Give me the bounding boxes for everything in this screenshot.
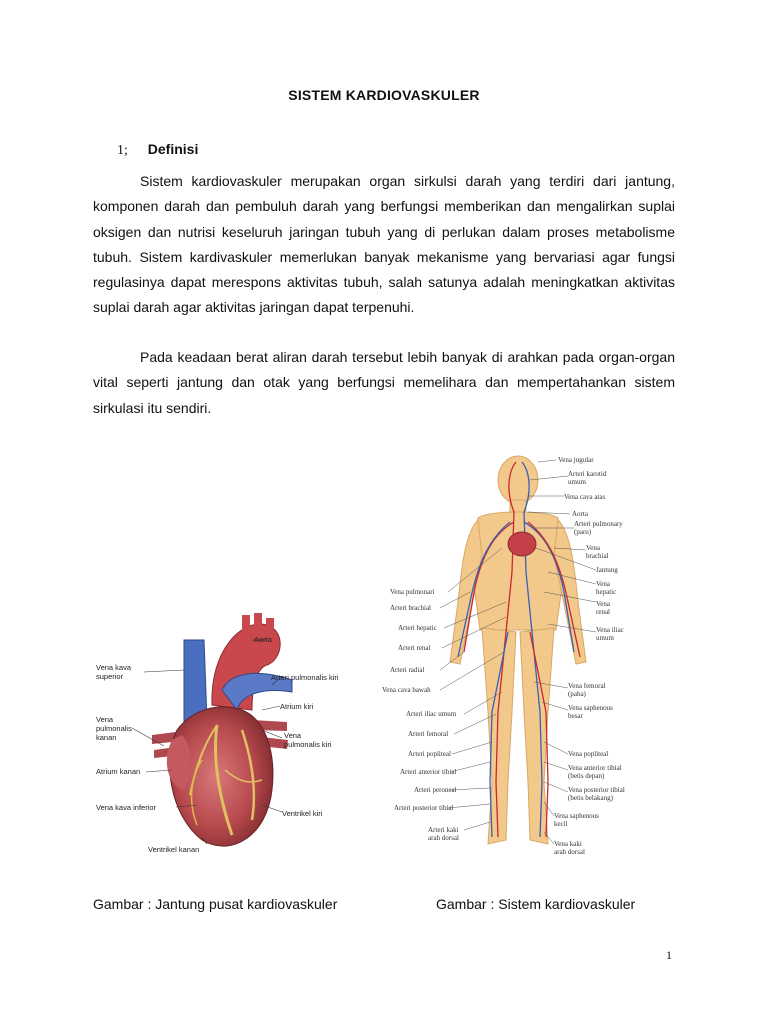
- paragraph-vital-organs: Pada keadaan berat aliran darah tersebut lebih banyak di arahkan pada organ-organ vital seperti jantung dan otak yang berfungsi memelihara dan mempertahankan sistem sirkulasi itu sendiri.: [93, 349, 675, 416]
- label-vena-kava-inferior: Vena kava inferior: [96, 803, 157, 812]
- label-vena-hepatic-2: hepatic: [596, 588, 617, 596]
- label-arteri-anterior-tibial: Arteri anterior tibial: [400, 768, 457, 776]
- label-arteri-hepatic: Arteri hepatic: [398, 624, 437, 632]
- label-vena-pulmonalis-kiri-1: Vena: [284, 731, 302, 740]
- label-arteri-radial: Arteri radial: [390, 666, 425, 674]
- label-arteri-renal: Arteri renal: [398, 644, 431, 652]
- label-arteri-kaki-1: Arteri kaki: [428, 826, 459, 834]
- label-arteri-pulmonary-1: Arteri pulmonary: [574, 520, 623, 528]
- label-vena-brachial-1: Vena: [586, 544, 600, 552]
- label-arteri-pulmonalis-kiri: Arteri pulmonalis kiri: [271, 673, 339, 682]
- label-atrium-kiri: Atrium kiri: [280, 702, 314, 711]
- heart-illustration: [92, 610, 342, 860]
- label-vena-hepatic-1: Vena: [596, 580, 610, 588]
- label-vena-cava-bawah: Vena cava bawah: [382, 686, 431, 694]
- label-vena-saphenous-besar-2: besar: [568, 712, 583, 720]
- section-number: 1;: [117, 143, 128, 158]
- label-vena-renal-1: Vena: [596, 600, 610, 608]
- label-vena-femoral-2: (paha): [568, 690, 586, 698]
- label-vena-pulmonalis-kanan-3: kanan: [96, 733, 117, 742]
- label-vena-renal-2: renal: [596, 608, 610, 616]
- page-number: 1: [666, 948, 672, 962]
- label-arteri-kaki-2: arah dorsal: [428, 834, 459, 842]
- label-vena-anterior-tibial-2: (betis depan): [568, 772, 605, 780]
- label-vena-brachial-2: brachial: [586, 552, 609, 560]
- label-arteri-popliteal: Arteri popliteal: [408, 750, 451, 758]
- label-arteri-posterior-tibial: Arteri posterior tibial: [394, 804, 454, 812]
- label-vena-popliteal: Vena popliteal: [568, 750, 609, 758]
- label-arteri-femoral: Arteri femoral: [408, 730, 449, 738]
- label-arteri-karotid-1: Arteri karotid: [568, 470, 607, 478]
- label-vena-anterior-tibial-1: Vena anterior tibial: [568, 764, 622, 772]
- paragraph-definition: Sistem kardiovaskuler merupakan organ sirkulsi darah yang terdiri dari jantung, komponen darah dan pembuluh darah yang berfungsi memberikan dan mengalirkan suplai oksigen dan nutrisi keseluruh jaringan tubuh yang di perlukan dalam proses metabolisme tubuh. Sistem kardivaskuler memerlukan banyak mekanisme yang bervariasi agar fungsi regulasinya dapat merespons aktivitas tubuh, salah satunya adalah meningkatkan aktivitas suplai darah agar aktivitas jaringan dapat terpenuhi.: [93, 173, 675, 316]
- document-title: SISTEM KARDIOVASKULER: [288, 87, 480, 103]
- label-vena-pulmonari: Vena pulmonari: [390, 588, 435, 596]
- label-vena-saphenous-kecil-1: Vena saphenous: [554, 812, 599, 820]
- label-arteri-karotid-2: umum: [568, 478, 586, 486]
- caption-circulatory-system: Gambar : Sistem kardiovaskuler: [436, 896, 636, 912]
- label-arteri-brachial: Arteri brachial: [390, 604, 432, 612]
- label-ventrikel-kanan: Ventrikel kanan: [148, 845, 200, 854]
- circulatory-system-illustration: [378, 452, 668, 862]
- label-vena-kaki-1: Vena kaki: [554, 840, 582, 848]
- label-atrium-kanan: Atrium kanan: [96, 767, 141, 776]
- label-vena-posterior-tibial-2: (betis belakang): [568, 794, 613, 802]
- label-vena-jugular: Vena jugular: [558, 456, 594, 464]
- heart-drawing: [92, 610, 342, 860]
- label-ventrikel-kiri: Ventrikel kiri: [282, 809, 323, 818]
- section-title: Definisi: [147, 141, 199, 157]
- section-heading: [117, 141, 198, 159]
- label-vena-cava-atas: Vena cava atas: [564, 493, 606, 501]
- label-vena-pulmonalis-kanan-1: Vena: [96, 715, 114, 724]
- label-vena-femoral-1: Vena femoral: [568, 682, 606, 690]
- caption-heart: Gambar : Jantung pusat kardiovaskuler: [93, 896, 338, 912]
- label-arteri-peroneal: Arteri peroneal: [414, 786, 457, 794]
- label-vena-kaki-2: arah dorsal: [554, 848, 585, 856]
- label-vena-kava-superior-1: Vena kava: [96, 663, 132, 672]
- label-vena-iliac-1: Vena iliac: [596, 626, 624, 634]
- label-arteri-pulmonary-2: (paru): [574, 528, 592, 536]
- label-vena-posterior-tibial-1: Vena posterior tibial: [568, 786, 625, 794]
- label-vena-pulmonalis-kiri-2: pulmonalis kiri: [284, 740, 332, 749]
- label-vena-pulmonalis-kanan-2: pulmonalis: [96, 724, 132, 733]
- label-aorta: Aorta: [254, 635, 272, 644]
- label-arteri-iliac-umum: Arteri iliac umum: [406, 710, 457, 718]
- label-vena-kava-superior-2: superior: [96, 672, 124, 681]
- label-aorta-body: Aorta: [572, 510, 588, 518]
- label-vena-saphenous-besar-1: Vena saphenous: [568, 704, 613, 712]
- label-vena-iliac-2: umum: [596, 634, 614, 642]
- label-vena-saphenous-kecil-2: kecil: [554, 820, 568, 828]
- label-jantung: Jantung: [596, 566, 618, 574]
- body-drawing: [378, 452, 668, 862]
